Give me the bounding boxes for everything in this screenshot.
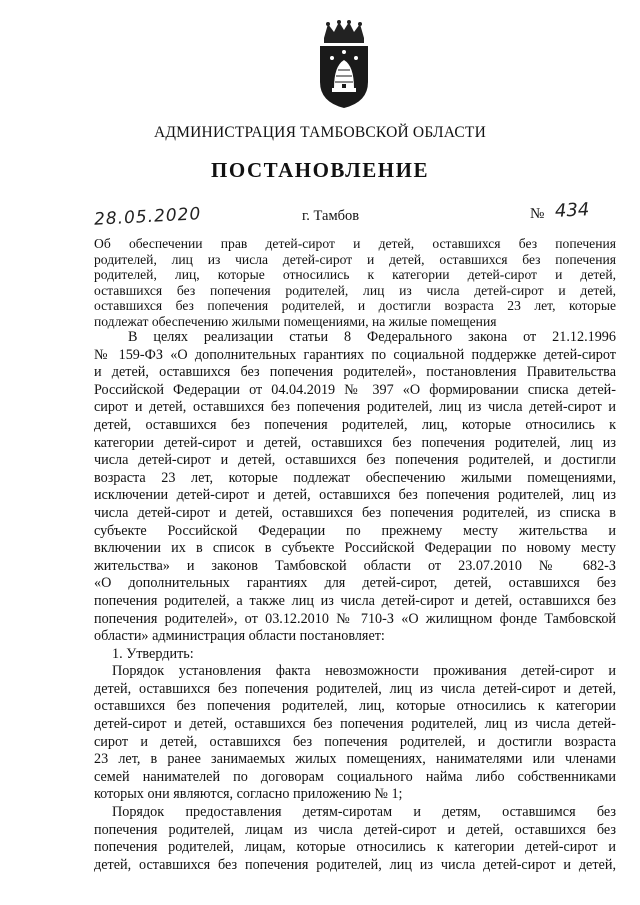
body-line: попечения родителей, а также лиц из числа детей-сирот и детей, оставшихся без [94, 592, 616, 609]
body-line: детей, оставшихся без попечения родителей, лиц, которые относились к [94, 416, 616, 433]
body-line: исключении детей-сирот и детей, оставшихся без попечения родителей, лиц из [94, 487, 616, 504]
document-city: г. Тамбов [302, 208, 360, 224]
body-line: и детей, оставшихся без попечения родителей», постановления Правительства [94, 364, 616, 381]
document-type: ПОСТАНОВЛЕНИЕ [211, 158, 429, 182]
number-label: № [530, 206, 545, 222]
body-line: попечения родителей, лицам, которые относились к категории детей-сирот и [94, 839, 616, 856]
body-line: попечения родителей, лицам из числа детей-сирот и детей, оставшихся без [94, 821, 616, 838]
subject-line: подлежат обеспечению жилыми помещениями, на жилые помещения [94, 313, 497, 329]
body-line: возраста 23 лет, которые подлежат обеспечению жилыми помещениями, [94, 469, 616, 486]
body-line: Российской Федерации от 04.04.2019 № 397 «О формировании списка детей- [94, 381, 616, 398]
document-date: 28.05.2020 [93, 204, 202, 230]
body-line: которых они являются, согласно приложению № 1; [94, 786, 403, 803]
document-body [94, 329, 616, 874]
body-line: области» администрация области постановляет: [94, 628, 385, 645]
body-line: детей, оставшихся без попечения родителей, лиц из числа детей-сирот и детей, [94, 680, 616, 697]
body-line: детей-сирот и детей, оставшихся без попечения родителей, лиц из числа детей- [94, 716, 616, 733]
subject-line: Об обеспечении прав детей-сирот и детей, оставшихся без попечения [94, 236, 616, 251]
body-line: включении их в список в субъекте Российской Федерации по новому месту [94, 540, 616, 557]
subject-line: родителей, лиц из числа детей-сирот и детей, оставшихся без попечения [94, 251, 616, 267]
document-number: 434 [554, 199, 590, 222]
body-line: Порядок предоставления детям-сиротам и детям, оставшимся без [112, 804, 616, 821]
body-line: оставшихся без попечения родителей, лиц, которые относились к категории [94, 698, 616, 715]
body-line: 23 лет, в ранее занимаемых жилых помещениях, нанимателями или членами [94, 751, 616, 768]
body-line: сирот и детей, оставшихся без попечения родителей, и достигли возраста [94, 733, 616, 750]
body-line: 1. Утвердить: [112, 645, 194, 662]
subject-line: оставшихся без попечения родителей, и достигли возраста 23 лет, которые [94, 298, 616, 313]
subject-line: оставшихся без попечения родителей, лиц из числа детей-сирот и детей, [94, 282, 616, 298]
body-line: семей нанимателей по договорам социального найма либо собственниками [94, 768, 616, 785]
body-line: субъекте Российской Федерации по прежнему месту жительства и [94, 522, 616, 539]
body-line: «О дополнительных гарантиях для детей-сирот, детей, оставшихся без [94, 575, 616, 592]
body-line: Порядок установления факта невозможности проживания детей-сирот и [112, 663, 616, 680]
subject-line: родителей, лиц, которые относились к категории детей-сирот и детей, [94, 267, 616, 282]
body-line: В целях реализации статьи 8 Федерального закона от 21.12.1996 [128, 329, 616, 345]
body-line: жительства» и законов Тамбовской области от 23.07.2010 № 682-З [94, 557, 616, 574]
document-subject [94, 236, 616, 329]
body-line: попечения родителей», от 03.12.2010 № 710-З «О жилищном фонде Тамбовской [94, 610, 616, 627]
body-line: сирот и детей, оставшихся без попечения родителей, лиц из числа детей-сирот и [94, 399, 616, 416]
body-line: числа детей-сирот и детей, оставшихся без попечения родителей, из списка в [94, 504, 616, 521]
authority-name: АДМИНИСТРАЦИЯ ТАМБОВСКОЙ ОБЛАСТИ [154, 124, 486, 141]
body-line: числа детей-сирот и детей, оставшихся без попечения родителей, и достигли [94, 452, 616, 469]
body-line: детей, оставшихся без попечения родителей, лиц из числа детей-сирот и детей, [94, 856, 616, 873]
coat-of-arms-icon [316, 20, 372, 110]
body-line: категории детей-сирот и детей, оставшихся без попечения родителей, лиц из [94, 434, 616, 451]
body-line: № 159-ФЗ «О дополнительных гарантиях по социальной поддержке детей-сирот [94, 346, 616, 363]
